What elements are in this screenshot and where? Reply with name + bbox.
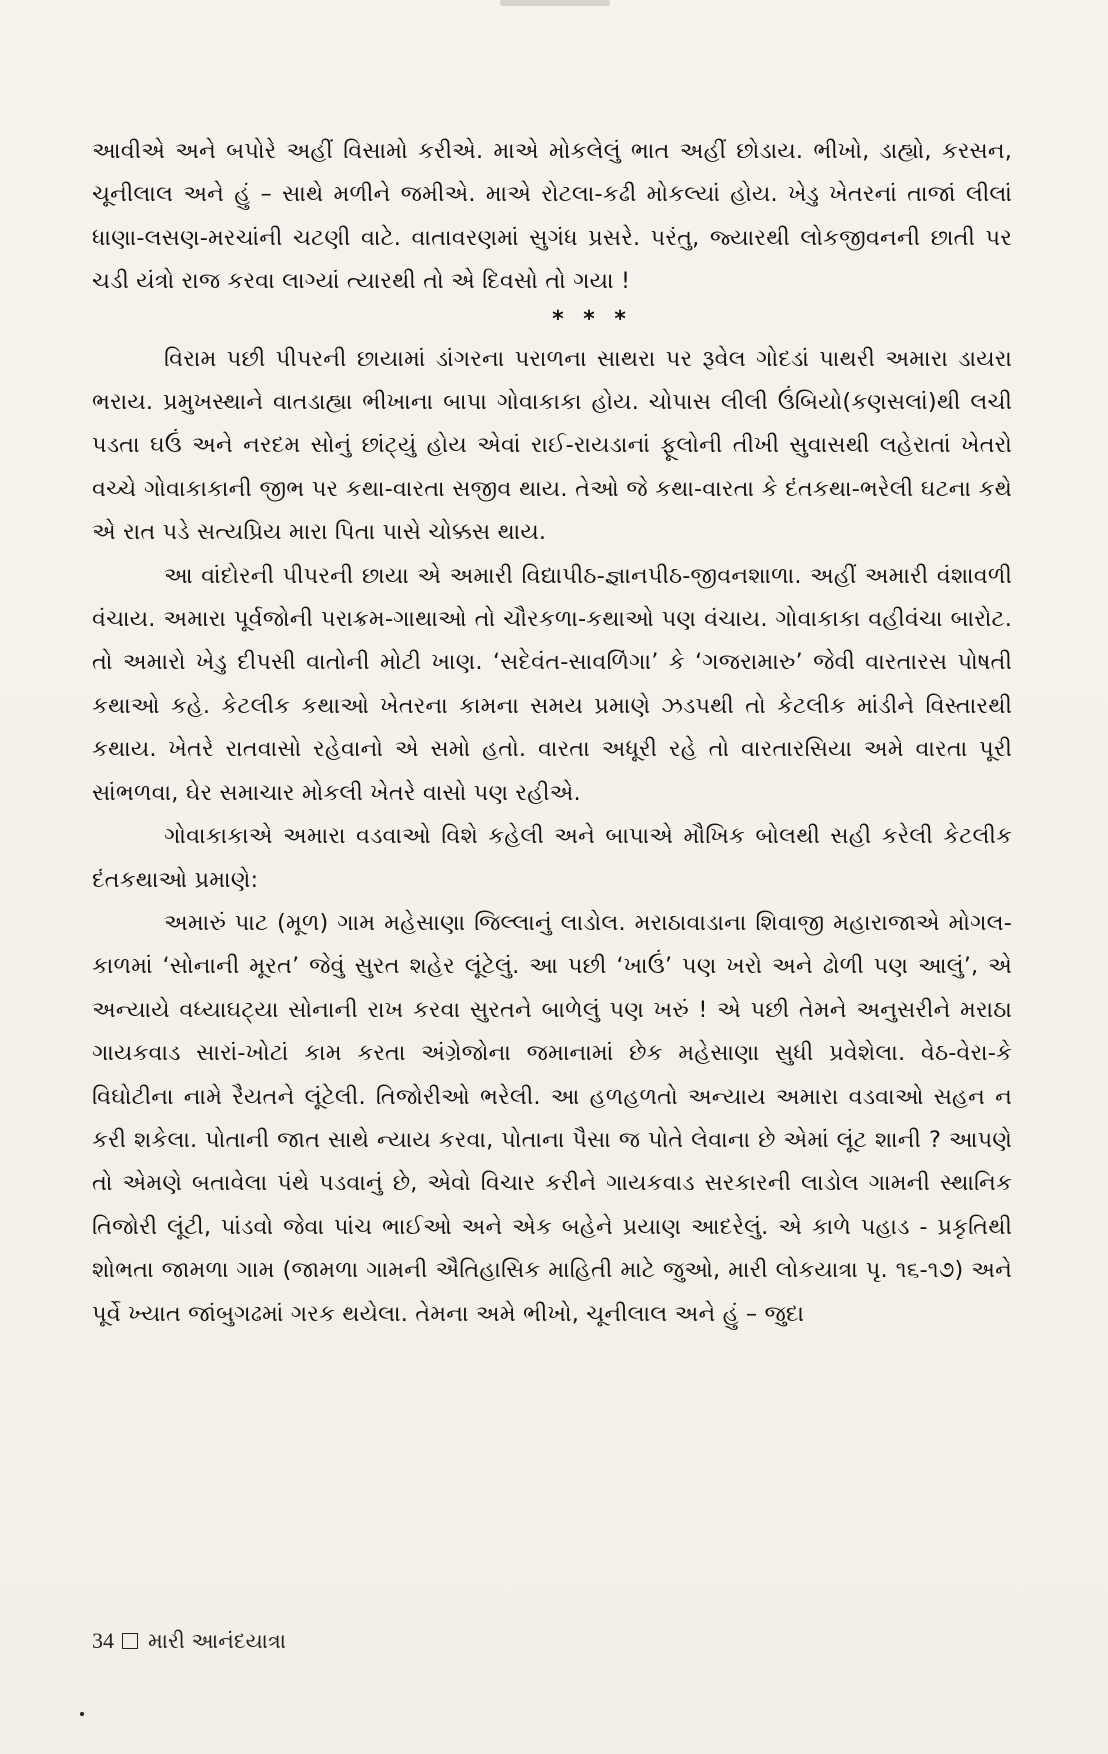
square-icon	[122, 1633, 138, 1649]
section-separator: * * *	[552, 306, 632, 332]
body-text	[92, 130, 1012, 1336]
book-title: મારી આનંદયાત્રા	[148, 1628, 287, 1653]
paragraph-3: આ વાંદોરની પીપરની છાયા એ અમારી વિદ્યાપીઠ-જ્ઞાનપીઠ-જીવનશાળા. અહીં અમારી વંશાવળી વંચાય. અમારા પૂર્વજોની પરાક્રમ-ગાથાઓ તો ચૌરકળા-કથાઓ પણ વંચાય. ગોવાકાકા વહીવંચા બારોટ. તો અમારો ખેડુ દીપસી વાતોની મોટી ખાણ. ‘સદેવંત-સાવળિંગા’ કે ‘ગજરામારુ’ જેવી વારતારસ પોષતી કથાઓ કહે. કેટલીક કથાઓ ખેતરના કામના સમય પ્રમાણે ઝડપથી તો કેટલીક માંડીને વિસ્તારથી કથાય. ખેતરે રાતવાસો રહેવાનો એ સમો હતો. વારતા અધૂરી રહે તો વારતારસિયા અમે વારતા પૂરી સાંભળવા, ઘેર સમાચાર મોકલી ખેતરે વાસો પણ રહીએ.	[92, 562, 1012, 806]
scan-artifact	[500, 0, 610, 6]
page-number: 34	[92, 1628, 114, 1653]
paragraph-1: આવીએ અને બપોરે અહીં વિસામો કરીએ. માએ મોકલેલું ભાત અહીં છોડાય. ભીખો, ડાહ્યો, કરસન, ચૂનીલાલ અને હું – સાથે મળીને જમીએ. માએ રોટલા-કઢી મોકલ્યાં હોય. ખેડુ ખેતરનાં તાજાં લીલાં ધાણા-લસણ-મરચાંની ચટણી વાટે. વાતાવરણમાં સુગંધ પ્રસરે. પરંતુ, જ્યારથી લોકજીવનની છાતી પર ચડી યંત્રો રાજ કરવા લાગ્યાં ત્યારથી તો એ દિવસો તો ગયા !	[92, 138, 1012, 295]
paragraph-5: અમારું પાટ (મૂળ) ગામ મહેસાણા જિલ્લાનું લાડોલ. મરાઠાવાડાના શિવાજી મહારાજાએ મોગલ-કાળમાં ‘સોનાની મૂરત’ જેવું સુરત શહેર લૂંટેલું. આ પછી ‘ખાઉં’ પણ ખરો અને ઢોળી પણ આલું’, એ અન્યાયે વધ્યાઘટ્યા સોનાની રાખ કરવા સુરતને બાળેલું પણ ખરું ! એ પછી તેમને અનુસરીને મરાઠા ગાયકવાડ સારાં-ખોટાં કામ કરતા અંગ્રેજોના જમાનામાં છેક મહેસાણા સુધી પ્રવેશેલા. વેઠ-વેરા-કે વિઘોટીના નામે રૈયતને લૂંટેલી. તિજોરીઓ ભરેલી. આ હળહળતો અન્યાય અમારા વડવાઓ સહન ન કરી શકેલા. પોતાની જાત સાથે ન્યાય કરવા, પોતાના પૈસા જ પોતે લેવાના છે એમાં લૂંટ શાની ? આપણે તો એમણે બતાવેલા પંથે પડવાનું છે, એવો વિચાર કરીને ગાયકવાડ સરકારની લાડોલ ગામની સ્થાનિક તિજોરી લૂંટી, પાંડવો જેવા પાંચ ભાઈઓ અને એક બહેને પ્રયાણ આદરેલું. એ કાળે પહાડ - પ્રકૃતિથી શોભતા જામળા ગામ (જામળા ગામની ઐતિહાસિક માહિતી માટે જુઓ, મારી લોકયાત્રા પૃ. ૧૬-૧૭) અને પૂર્વે ખ્યાત જાંબુગઢમાં ગરક થયેલા. તેમના અમે ભીખો, ચૂનીલાલ અને હું – જુદા	[92, 909, 1012, 1327]
paragraph-4: ગોવાકાકાએ અમારા વડવાઓ વિશે કહેલી અને બાપાએ મૌખિક બોલથી સહી કરેલી કેટલીક દંતકથાઓ પ્રમાણે:	[92, 823, 1012, 893]
paragraph-2: વિરામ પછી પીપરની છાયામાં ડાંગરના પરાળના સાથરા પર રૂવેલ ગોદડાં પાથરી અમારા ડાયરા ભરાય. પ્રમુખસ્થાને વાતડાહ્યા ભીખાના બાપા ગોવાકાકા હોય. ચોપાસ લીલી ઉંબિયો(કણસલાં)થી લચી પડતા ઘઉં અને નરદમ સોનું છાંટ્યું હોય એવાં રાઈ-રાયડાનાં ફૂલોની તીખી સુવાસથી લહેરાતાં ખેતરો વચ્ચે ગોવાકાકાની જીભ પર કથા-વારતા સજીવ થાય. તેઓ જે કથા-વારતા કે દંતકથા-ભરેલી ઘટના કથે એ રાત પડે સત્યપ્રિય મારા પિતા પાસે ચોક્કસ થાય.	[92, 345, 1012, 546]
page-footer	[92, 1628, 286, 1654]
scan-artifact-dot	[80, 1712, 84, 1716]
